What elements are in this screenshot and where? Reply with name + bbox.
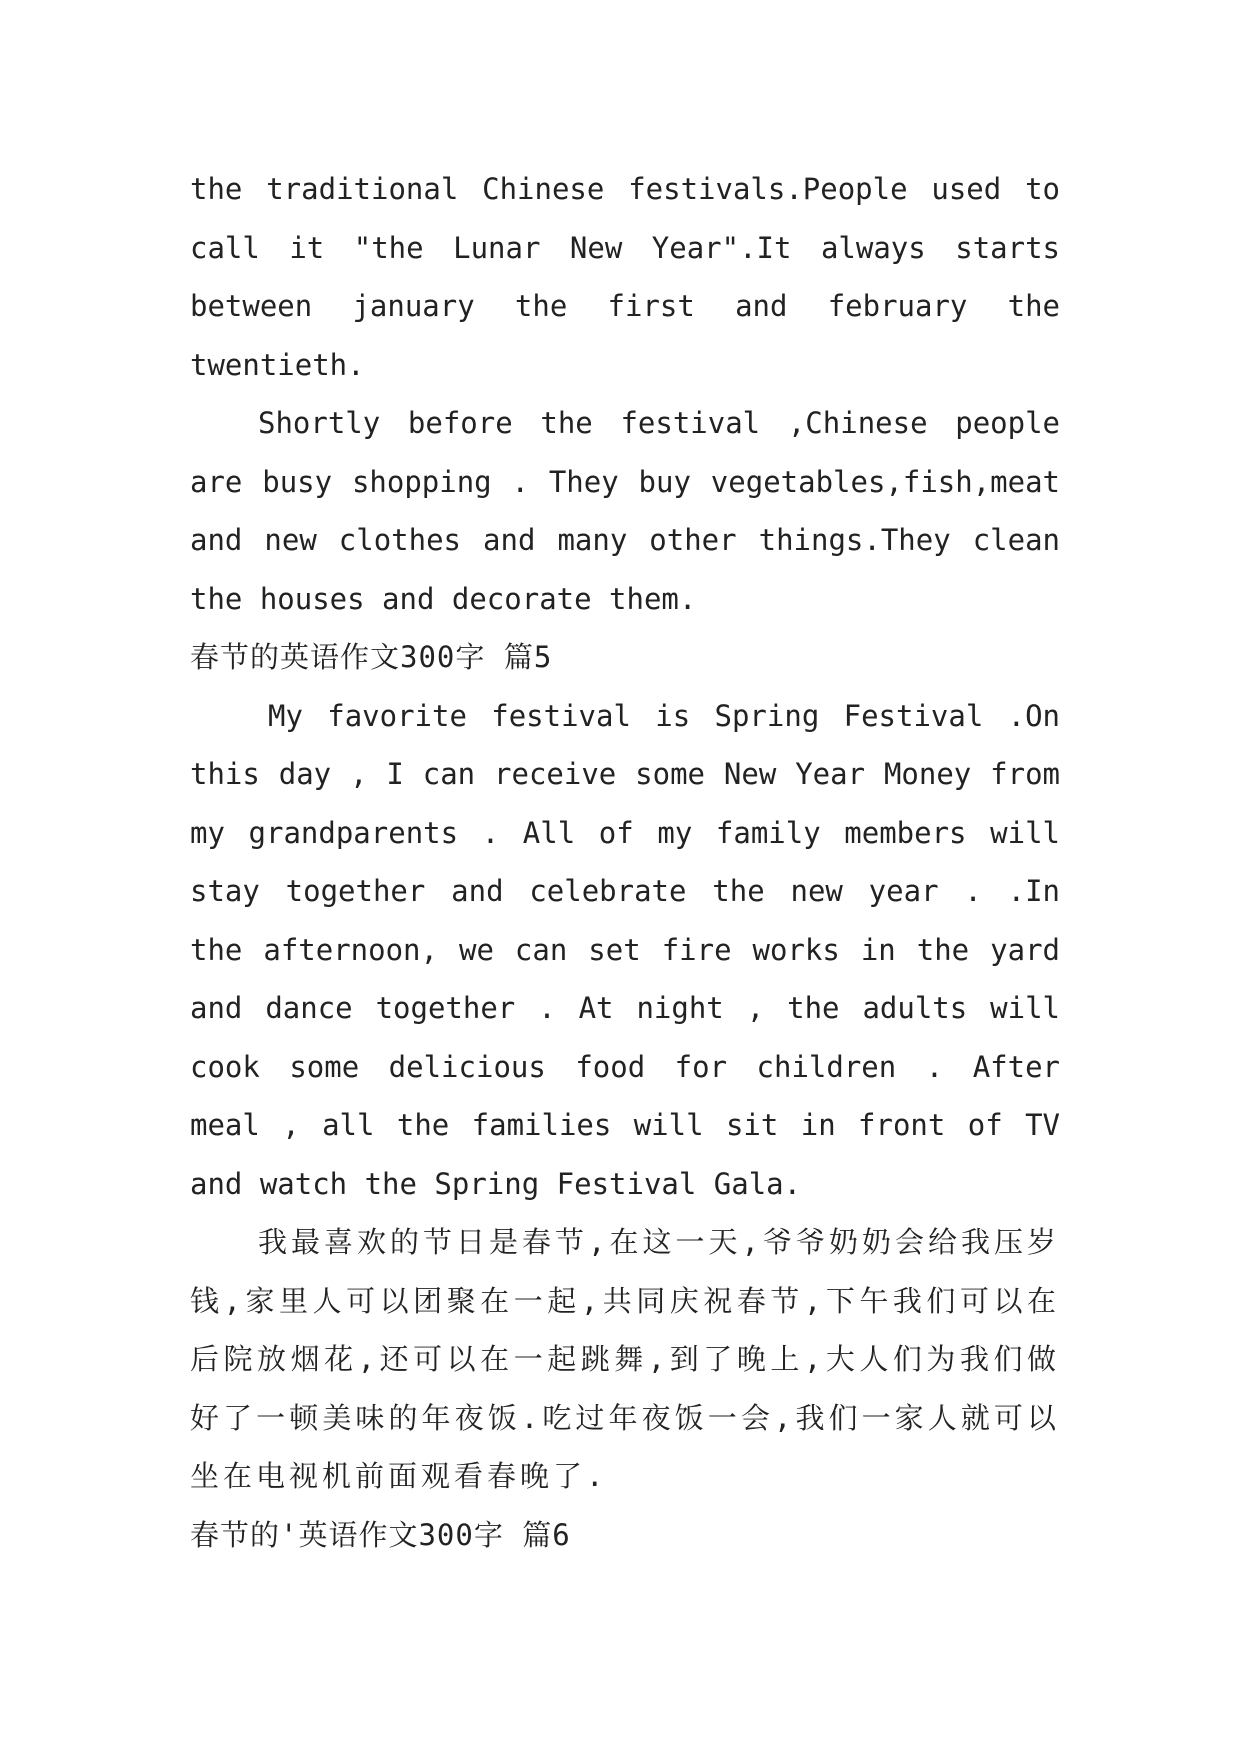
- paragraph-chinese-translation: 我最喜欢的节日是春节,在这一天,爷爷奶奶会给我压岁钱,家里人可以团聚在一起,共同庆祝春节,下午我们可以在后院放烟花,还可以在一起跳舞,到了晚上,大人们为我们做好了一顿美味的年夜饭.吃过年夜饭一会,我们一家人就可以坐在电视机前面观看春晚了.: [190, 1225, 1060, 1493]
- paragraph-intro-continued: the traditional Chinese festivals.People used to call it "the Lunar New Year".It always starts between january the first and february the twentieth.: [190, 172, 1060, 382]
- document-body: [190, 160, 1060, 1564]
- paragraph-shopping: Shortly before the festival ,Chinese people are busy shopping . They buy vegetables,fish,meat and new clothes and many other things.They clean the houses and decorate them.: [190, 406, 1060, 616]
- paragraph-favorite-festival: My favorite festival is Spring Festival .On this day , I can receive some New Year Money from my grandparents . All of my family members will stay together and celebrate the new year . .In the afternoon, we can set fire works in the yard and dance together . At night , the adults will cook some delicious food for children . After meal , all the families will sit in front of TV and watch the Spring Festival Gala.: [190, 698, 1060, 1201]
- section-heading-6: 春节的'英语作文300字 篇6: [190, 1517, 571, 1552]
- section-heading-5: 春节的英语作文300字 篇5: [190, 640, 553, 674]
